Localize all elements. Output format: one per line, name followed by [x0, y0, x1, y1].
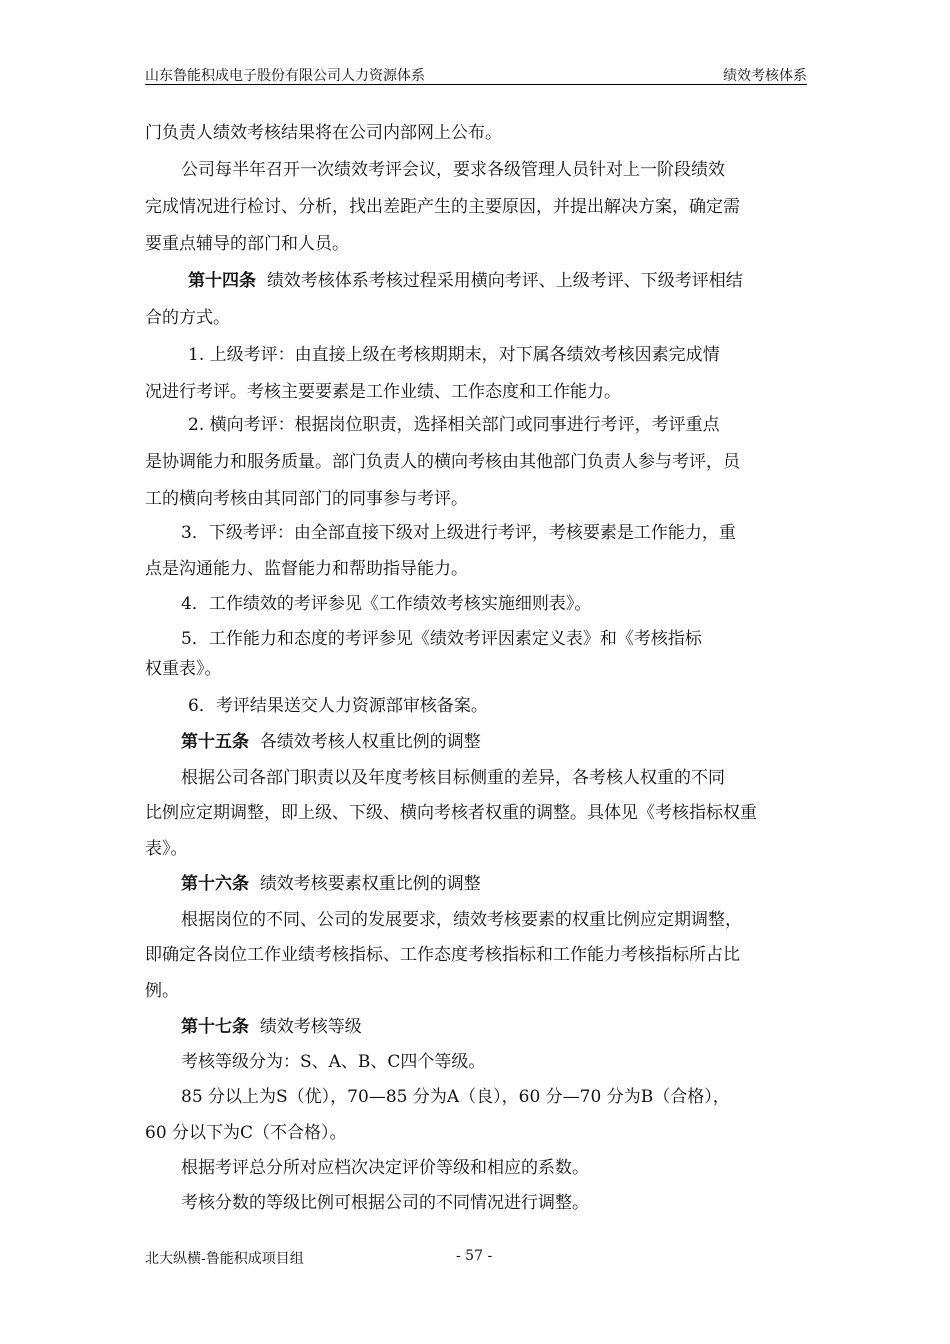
- paragraph-line: 公司每半年召开一次绩效考评会议，要求各级管理人员针对上一阶段绩效: [181, 160, 725, 180]
- paragraph-line: 是协调能力和服务质量。部门负责人的横向考核由其他部门负责人参与考评，员: [145, 452, 740, 472]
- header-company: 山东鲁能积成电子股份有限公司人力资源体系: [145, 68, 425, 84]
- paragraph-line: 比例应定期调整，即上级、下级、横向考核者权重的调整。具体见《考核指标权重: [145, 803, 757, 823]
- article-number: 第十六条: [181, 874, 249, 894]
- paragraph-line: 门负责人绩效考核结果将在公司内部网上公布。: [145, 123, 502, 143]
- list-item: 5．工作能力和态度的考评参见《绩效考评因素定义表》和《考核指标: [181, 629, 702, 649]
- paragraph-line: 权重表》。: [145, 659, 222, 679]
- article-heading-line: 第十七条 绩效考核等级: [181, 1017, 362, 1037]
- page-number: - 57 -: [456, 1248, 493, 1264]
- list-item: 6．考评结果送交人力资源部审核备案。: [188, 696, 488, 716]
- paragraph-line: 根据考评总分所对应档次决定评价等级和相应的系数。: [181, 1158, 589, 1178]
- article-heading-line: 第十五条 各绩效考核人权重比例的调整: [181, 732, 481, 752]
- page-header: [145, 62, 807, 85]
- list-item: 4．工作绩效的考评参见《工作绩效考核实施细则表》。: [181, 594, 592, 614]
- list-item: 3．下级考评：由全部直接下级对上级进行考评，考核要素是工作能力，重: [181, 523, 736, 543]
- paragraph-line: 完成情况进行检讨、分析，找出差距产生的主要原因，并提出解决方案，确定需: [145, 197, 740, 217]
- article-heading-line: 第十四条 绩效考核体系考核过程采用横向考评、上级考评、下级考评相结: [188, 271, 743, 291]
- paragraph-line: 工的横向考核由其同部门的同事参与考评。: [145, 489, 468, 509]
- paragraph-line: 考核分数的等级比例可根据公司的不同情况进行调整。: [181, 1193, 589, 1213]
- footer-project-group: 北大纵横-鲁能积成项目组: [145, 1251, 304, 1267]
- paragraph-line: 要重点辅导的部门和人员。: [145, 234, 349, 254]
- paragraph-line: 点是沟通能力、监督能力和帮助指导能力。: [145, 559, 468, 579]
- article-number: 第十四条: [188, 271, 256, 291]
- header-section: 绩效考核体系: [723, 68, 807, 84]
- paragraph-line: 即确定各岗位工作业绩考核指标、工作态度考核指标和工作能力考核指标所占比: [145, 945, 740, 965]
- paragraph-line: 况进行考评。考核主要要素是工作业绩、工作态度和工作能力。: [145, 382, 621, 402]
- paragraph-line: 根据公司各部门职责以及年度考核目标侧重的差异，各考核人权重的不同: [181, 768, 725, 788]
- article-number: 第十五条: [181, 732, 249, 752]
- article-number: 第十七条: [181, 1017, 249, 1037]
- list-item: 1. 上级考评：由直接上级在考核期期末，对下属各绩效考核因素完成情: [188, 345, 720, 365]
- paragraph-line: 根据岗位的不同、公司的发展要求，绩效考核要素的权重比例应定期调整，: [181, 910, 742, 930]
- list-item: 2. 横向考评：根据岗位职责，选择相关部门或同事进行考评，考评重点: [188, 415, 720, 435]
- paragraph-line: 表》。: [145, 839, 188, 859]
- paragraph-line: 考核等级分为：S、A、B、C四个等级。: [181, 1052, 486, 1072]
- paragraph-line: 60 分以下为C（不合格）。: [145, 1123, 347, 1143]
- paragraph-line: 例。: [145, 981, 179, 1001]
- paragraph-line: 合的方式。: [145, 308, 230, 328]
- paragraph-line: 85 分以上为S（优），70—85 分为A（良），60 分—70 分为B（合格），: [181, 1087, 730, 1107]
- article-heading-line: 第十六条 绩效考核要素权重比例的调整: [181, 874, 481, 894]
